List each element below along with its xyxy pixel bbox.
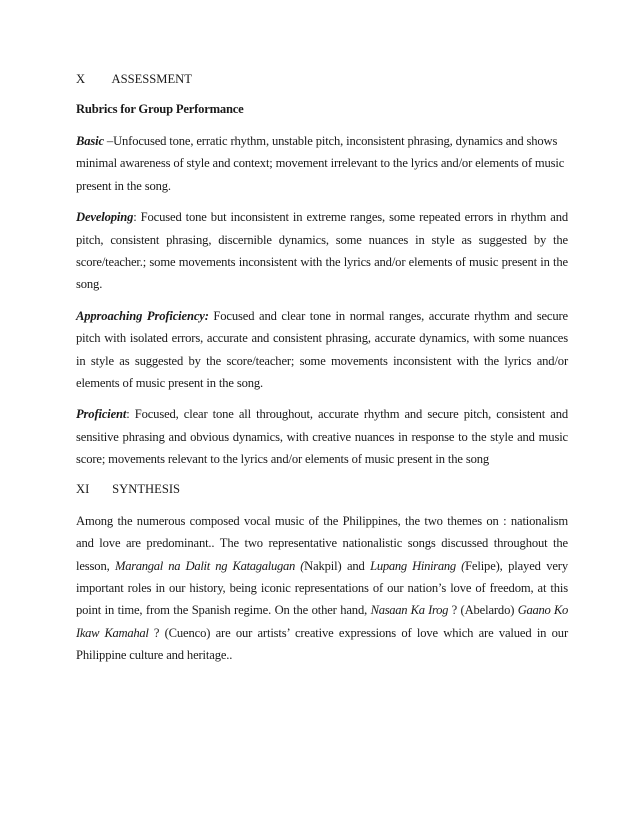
rubric-approaching-proficiency xyxy=(76,305,568,395)
section-heading-synthesis xyxy=(76,480,568,498)
section-title: ASSESSMENT xyxy=(111,72,192,86)
synthesis-text: ? (Abelardo) xyxy=(448,603,518,618)
document-page xyxy=(76,70,568,676)
rubric-description: Focused and clear tone in normal ranges, accurate rhythm and secure pitch with isolated errors, accurate and consistent phrasing, accurate dynamics, with some nuances in style as suggested by the score/teacher; some movements inconsistent with the lyrics and/or elements of music present in the song. xyxy=(76,308,568,391)
synthesis-paragraph xyxy=(76,510,568,667)
rubric-proficient xyxy=(76,403,568,470)
rubric-description: –Unfocused tone, erratic rhythm, unstable pitch, inconsistent phrasing, dynamics and shows minimal awareness of style and context; movement irrelevant to the lyrics and/or elements of music present in the song. xyxy=(76,134,565,193)
song-title: Marangal na Dalit ng Katagalugan ( xyxy=(115,558,305,573)
song-title: Gaano Ko Ikaw Kamahal xyxy=(76,603,568,640)
section-number: X xyxy=(76,72,86,86)
song-title: Lupang Hinirang ( xyxy=(370,558,466,573)
synthesis-text: Nakpil) and xyxy=(304,558,371,573)
rubric-term: Approaching Proficiency: xyxy=(76,308,209,323)
section-heading-assessment xyxy=(76,70,568,88)
rubric-heading: Rubrics for Group Performance xyxy=(76,102,244,116)
rubric-term: Proficient xyxy=(76,407,127,422)
synthesis-text: Among the numerous composed vocal music of the Philippines, the two themes on : nationalism and love are predominant.. The two representative nationalistic songs discussed throughout the lesson, xyxy=(76,513,568,573)
rubric-basic xyxy=(76,130,568,197)
section-number: XI xyxy=(76,481,90,496)
song-title: Nasaan Ka Irog xyxy=(370,603,449,618)
rubric-developing xyxy=(76,206,568,296)
synthesis-text: Felipe), played very important roles in our history, being iconic representations of our nation’s love of freedom, at this point in time, from the Spanish regime. On the other hand, xyxy=(76,558,568,618)
rubric-description: : Focused tone but inconsistent in extreme ranges, some repeated errors in rhythm and pitch, consistent phrasing, discernible dynamics, some nuances in style as suggested by the score/teacher.; some movements inconsistent with the lyrics and/or elements of music present in the song. xyxy=(76,210,568,292)
synthesis-text: ? (Cuenco) are our artists’ creative expressions of love which are valued in our Philippine culture and heritage.. xyxy=(76,625,568,663)
rubric-term: Basic xyxy=(76,134,104,148)
rubric-term: Developing xyxy=(76,210,134,225)
rubric-description: : Focused, clear tone all throughout, accurate rhythm and secure pitch, consistent and sensitive phrasing and obvious dynamics, with creative nuances in response to the style and music score; movements relevant to the lyrics and/or elements of music present in the song xyxy=(76,407,568,467)
section-title: SYNTHESIS xyxy=(112,481,181,496)
